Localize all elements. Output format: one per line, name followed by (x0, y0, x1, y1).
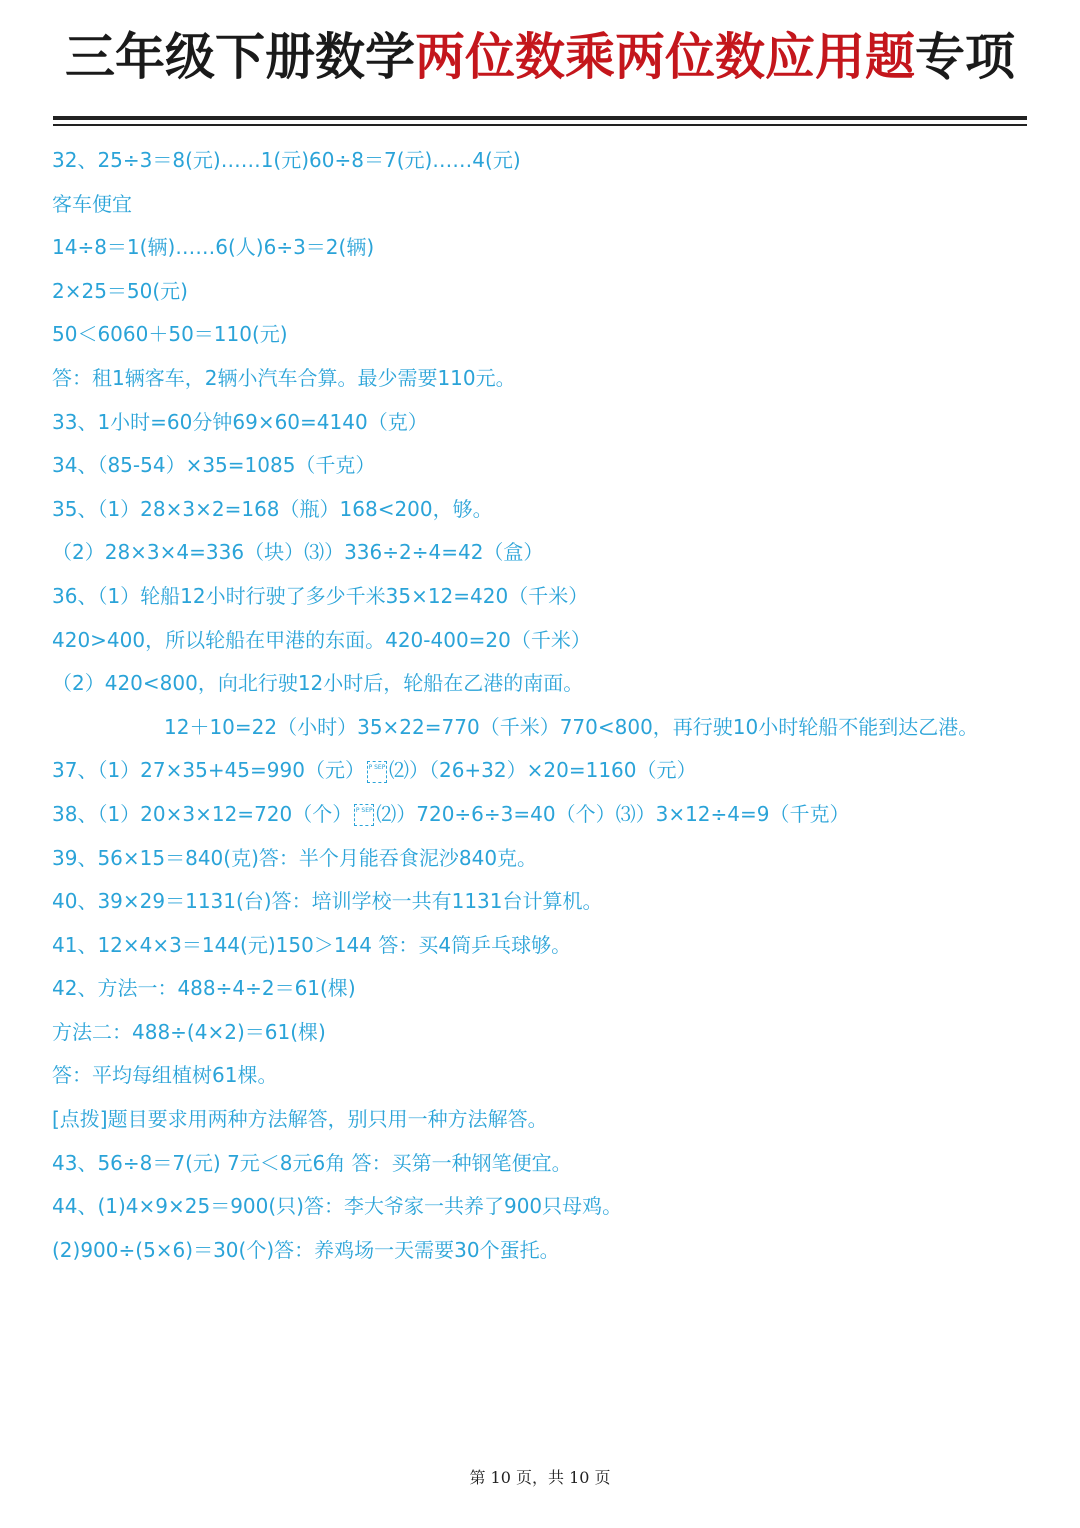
page-title (0, 22, 1080, 92)
answer-line: 420>400，所以轮船在甲港的东面。420-400=20（千米） (52, 627, 591, 652)
stamp-icon: P SEP (367, 761, 387, 783)
answer-line: 答：平均每组植树61棵。 (52, 1063, 278, 1088)
answer-line: 答：租1辆客车，2辆小汽车合算。最少需要110元。 (52, 365, 516, 390)
header-divider-thin (53, 124, 1027, 126)
answer-line: 35、（1）28×3×2=168（瓶）168<200，够。 (52, 496, 493, 521)
answer-line: 38、（1）20×3×12=720（个） P SEP ⑵）720÷6÷3=40（个）⑶）3×12÷4=9（千克） (52, 801, 850, 826)
answer-line: [点拨]题目要求用两种方法解答，别只用一种方法解答。 (52, 1107, 548, 1132)
answer-line: 39、56×15＝840(克)答：半个月能吞食泥沙840克。 (52, 845, 538, 870)
answer-line: 32、25÷3＝8(元)……1(元)60÷8＝7(元)……4(元) (52, 148, 521, 172)
answer-line: (2)900÷(5×6)＝30(个)答：养鸡场一天需要30个蛋托。 (52, 1237, 560, 1262)
answer-line: 44、(1)4×9×25＝900(只)答：李大爷家一共养了900只母鸡。 (52, 1194, 623, 1219)
answer-line: 41、12×4×3＝144(元)150＞144 答：买4筒乒乓球够。 (52, 932, 572, 957)
title-prefix: 三年级下册数学 (65, 28, 415, 86)
title-highlight: 两位数乘两位数应用题 (415, 28, 915, 86)
title-suffix: 专项 (915, 28, 1015, 86)
answer-line: 42、方法一：488÷4÷2＝61(棵) (52, 976, 356, 1001)
answer-line: （2）28×3×4=336（块）⑶）336÷2÷4=42（盒） (52, 540, 544, 565)
answer-list (52, 140, 1042, 1273)
answer-line: 客车便宜 (52, 191, 132, 216)
answer-line: 36、（1）轮船12小时行驶了多少千米35×12=420（千米） (52, 583, 589, 608)
answer-line: 2×25＝50(元) (52, 278, 188, 303)
answer-line: 33、1小时=60分钟69×60=4140（克） (52, 409, 428, 434)
answer-line: （2）420<800，向北行驶12小时后，轮船在乙港的南面。 (52, 671, 584, 696)
answer-line: 14÷8＝1(辆)……6(人)6÷3＝2(辆) (52, 235, 375, 260)
page-footer: 第 10 页，共 10 页 (469, 1468, 611, 1487)
answer-line: 34、（85-54）×35=1085（千克） (52, 453, 376, 478)
answer-line: 方法二：488÷(4×2)＝61(棵) (52, 1019, 326, 1044)
answer-line: 50＜6060＋50＝110(元) (52, 322, 288, 347)
answer-line: 37、（1）27×35+45=990（元） P SEP ⑵）（26+32）×20=1160（元） (52, 758, 697, 783)
stamp-icon: P SEP (354, 804, 374, 826)
header-divider-thick (53, 116, 1027, 120)
answer-line: 40、39×29＝1131(台)答：培训学校一共有1131台计算机。 (52, 889, 603, 914)
answer-line: 12＋10=22（小时）35×22=770（千米）770<800，再行驶10小时轮船不能到达乙港。 (164, 714, 979, 739)
answer-line: 43、56÷8＝7(元) 7元＜8元6角 答：买第一种钢笔便宜。 (52, 1150, 572, 1175)
